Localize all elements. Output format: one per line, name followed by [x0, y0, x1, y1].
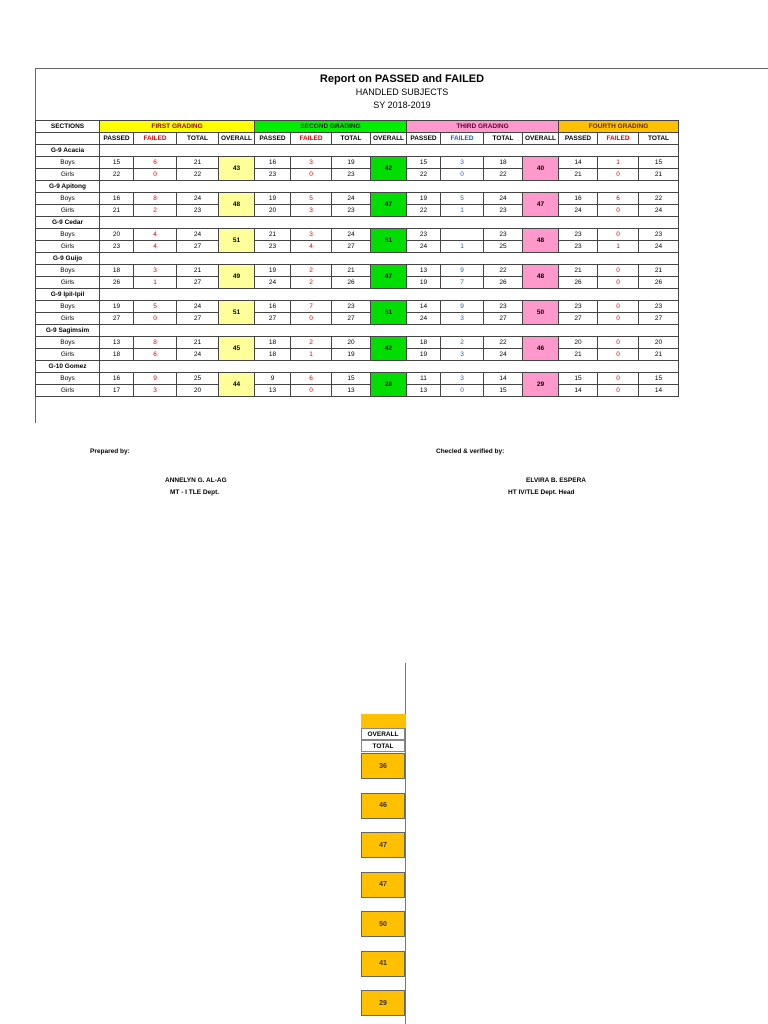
row-label: Girls	[36, 385, 100, 397]
third-grading-header: THIRD GRADING	[407, 121, 559, 133]
total-cell: 21	[177, 265, 219, 277]
total-cell: 15	[639, 373, 679, 385]
passed-cell: 23	[559, 301, 598, 313]
table-row	[36, 337, 679, 349]
section-name: G-10 Gomez	[36, 361, 100, 373]
failed-cell: 0	[291, 169, 332, 181]
overall-total-cell: 44	[219, 373, 255, 397]
second-grading-header: SECOND GRADING	[255, 121, 407, 133]
total-cell: 23	[332, 301, 371, 313]
failed-cell: 2	[291, 337, 332, 349]
overall-total-cell: 43	[219, 157, 255, 181]
failed-cell: 0	[598, 169, 639, 181]
total-cell: 27	[332, 241, 371, 253]
failed-cell: 6	[134, 157, 177, 169]
total-cell: 27	[177, 241, 219, 253]
total-cell: 15	[639, 157, 679, 169]
overall-total-cell: 49	[219, 265, 255, 289]
overall-total-cell: 51	[219, 229, 255, 253]
passed-cell: 9	[255, 373, 291, 385]
failed-cell: 1	[441, 241, 484, 253]
table-row	[36, 193, 679, 205]
total-cell: 26	[332, 277, 371, 289]
table-row	[36, 157, 679, 169]
total-cell: 23	[332, 205, 371, 217]
total-cell: 24	[639, 205, 679, 217]
total-cell: 26	[639, 277, 679, 289]
failed-cell: 4	[134, 229, 177, 241]
passed-cell: 23	[255, 169, 291, 181]
passed-cell: 21	[559, 169, 598, 181]
passed-cell: 16	[255, 157, 291, 169]
failed-cell: 0	[441, 169, 484, 181]
failed-cell: 8	[134, 193, 177, 205]
total-cell: 23	[332, 169, 371, 181]
fourth-grading-header: FOURTH GRADING	[559, 121, 679, 133]
failed-cell: 1	[134, 277, 177, 289]
failed-cell: 1	[441, 205, 484, 217]
failed-cell: 5	[134, 301, 177, 313]
overall-total-cell: 48	[219, 193, 255, 217]
failed-cell: 0	[598, 313, 639, 325]
overall-total-cell: 51	[371, 301, 407, 325]
total-cell: 22	[484, 265, 523, 277]
passed-cell: 22	[100, 169, 134, 181]
passed-cell: 18	[100, 349, 134, 361]
fourth-overall-value: 46	[361, 793, 405, 819]
table-row	[36, 301, 679, 313]
failed-cell: 0	[134, 313, 177, 325]
passed-cell: 27	[559, 313, 598, 325]
row-label: Girls	[36, 277, 100, 289]
passed-header: PASSED	[255, 133, 291, 145]
failed-cell: 9	[441, 265, 484, 277]
overall-total-cell: 48	[523, 265, 559, 289]
passed-cell: 18	[100, 265, 134, 277]
row-label: Boys	[36, 193, 100, 205]
row-label: Girls	[36, 241, 100, 253]
passed-cell: 27	[255, 313, 291, 325]
passed-cell: 23	[559, 229, 598, 241]
total-cell: 24	[332, 229, 371, 241]
row-label: Boys	[36, 157, 100, 169]
passed-cell: 21	[100, 205, 134, 217]
section-name-row	[36, 325, 679, 337]
passed-cell: 19	[407, 277, 441, 289]
passed-cell: 13	[255, 385, 291, 397]
passed-cell: 13	[407, 385, 441, 397]
failed-cell: 0	[441, 385, 484, 397]
total-cell: 21	[639, 349, 679, 361]
failed-cell: 3	[441, 373, 484, 385]
report-school-year: SY 2018-2019	[373, 100, 431, 110]
overall-total-cell: 28	[371, 373, 407, 397]
checked-by-title: HT IV/TLE Dept. Head	[508, 489, 575, 496]
total-cell: 27	[177, 277, 219, 289]
passed-cell: 24	[255, 277, 291, 289]
row-label: Boys	[36, 301, 100, 313]
total-cell: 20	[639, 337, 679, 349]
passed-cell: 18	[255, 337, 291, 349]
total-cell: 21	[332, 265, 371, 277]
passed-cell: 13	[100, 337, 134, 349]
passed-cell: 26	[100, 277, 134, 289]
passed-header: PASSED	[559, 133, 598, 145]
failed-cell: 0	[598, 229, 639, 241]
failed-cell: 3	[134, 265, 177, 277]
failed-cell: 1	[598, 157, 639, 169]
section-name: G-9 Acacia	[36, 145, 100, 157]
total-cell: 24	[484, 349, 523, 361]
table-row	[36, 205, 679, 217]
failed-cell: 9	[134, 373, 177, 385]
failed-cell: 7	[441, 277, 484, 289]
row-label: Boys	[36, 337, 100, 349]
passed-cell: 24	[559, 205, 598, 217]
failed-cell: 6	[598, 193, 639, 205]
total-cell: 15	[484, 385, 523, 397]
failed-cell: 9	[441, 301, 484, 313]
passed-cell: 16	[100, 193, 134, 205]
total-cell: 27	[484, 313, 523, 325]
pass-fail-table	[35, 120, 679, 397]
row-label: Boys	[36, 373, 100, 385]
section-name-row	[36, 145, 679, 157]
row-label: Girls	[36, 205, 100, 217]
fourth-overall-value: 29	[361, 990, 405, 1016]
failed-cell: 1	[291, 349, 332, 361]
table-row	[36, 277, 679, 289]
failed-cell: 2	[441, 337, 484, 349]
overall-total-cell: 51	[219, 301, 255, 325]
passed-cell: 16	[100, 373, 134, 385]
passed-header: PASSED	[407, 133, 441, 145]
header-row-grading	[36, 121, 679, 133]
section-name: G-9 Sagimsim	[36, 325, 100, 337]
failed-header: FAILED	[134, 133, 177, 145]
failed-cell: 7	[291, 301, 332, 313]
total-cell: 22	[484, 337, 523, 349]
failed-cell: 8	[134, 337, 177, 349]
overall-total-cell: 47	[523, 193, 559, 217]
passed-cell: 22	[407, 205, 441, 217]
failed-cell: 3	[441, 349, 484, 361]
row-label: Girls	[36, 349, 100, 361]
failed-cell: 2	[291, 277, 332, 289]
overall-total-cell: 45	[219, 337, 255, 361]
table-row	[36, 373, 679, 385]
total-cell: 20	[177, 385, 219, 397]
passed-cell: 20	[559, 337, 598, 349]
failed-cell: 0	[598, 301, 639, 313]
passed-cell: 19	[100, 301, 134, 313]
total-cell: 27	[332, 313, 371, 325]
table-row	[36, 313, 679, 325]
total-cell: 22	[639, 193, 679, 205]
total-cell: 21	[177, 337, 219, 349]
total-cell: 23	[177, 205, 219, 217]
total-cell: 23	[639, 229, 679, 241]
total-cell: 14	[639, 385, 679, 397]
failed-cell: 0	[598, 385, 639, 397]
fourth-overall-value: 36	[361, 753, 405, 779]
passed-cell: 27	[100, 313, 134, 325]
failed-cell: 6	[134, 349, 177, 361]
failed-cell: 0	[598, 265, 639, 277]
section-name-row	[36, 217, 679, 229]
fourth-overall-value: 47	[361, 832, 405, 858]
passed-cell: 15	[100, 157, 134, 169]
total-cell: 19	[332, 349, 371, 361]
failed-header: FAILED	[441, 133, 484, 145]
checked-by-name: ELVIRA B. ESPERA	[526, 477, 586, 484]
total-cell: 25	[177, 373, 219, 385]
passed-cell: 20	[100, 229, 134, 241]
failed-cell: 3	[291, 205, 332, 217]
table-row	[36, 229, 679, 241]
prepared-by-title: MT - I TLE Dept.	[170, 489, 220, 496]
fourth-overall-total-label: TOTAL	[361, 740, 405, 752]
failed-cell: 3	[134, 385, 177, 397]
failed-cell: 4	[291, 241, 332, 253]
passed-cell: 23	[100, 241, 134, 253]
total-header: TOTAL	[639, 133, 679, 145]
passed-cell: 14	[559, 157, 598, 169]
total-cell: 25	[484, 241, 523, 253]
total-cell: 24	[177, 229, 219, 241]
passed-cell: 16	[255, 301, 291, 313]
section-name: G-9 Guijo	[36, 253, 100, 265]
total-cell: 24	[177, 349, 219, 361]
failed-cell: 2	[134, 205, 177, 217]
total-cell: 15	[332, 373, 371, 385]
passed-cell: 23	[255, 241, 291, 253]
overall-total-cell: 46	[523, 337, 559, 361]
header-row-columns	[36, 133, 679, 145]
section-name-row	[36, 181, 679, 193]
total-cell: 13	[332, 385, 371, 397]
failed-cell: 3	[291, 229, 332, 241]
failed-cell: 0	[598, 205, 639, 217]
failed-cell	[441, 229, 484, 241]
prepared-by-name: ANNELYN G. AL-AG	[165, 477, 227, 484]
total-cell: 20	[332, 337, 371, 349]
passed-cell: 15	[559, 373, 598, 385]
total-cell: 21	[639, 169, 679, 181]
passed-cell: 19	[255, 193, 291, 205]
failed-cell: 6	[291, 373, 332, 385]
passed-cell: 20	[255, 205, 291, 217]
total-cell: 26	[484, 277, 523, 289]
table-row	[36, 169, 679, 181]
row-label: Boys	[36, 229, 100, 241]
total-cell: 27	[177, 313, 219, 325]
failed-cell: 0	[598, 337, 639, 349]
report-title: Report on PASSED and FAILED	[319, 73, 485, 85]
prepared-by-label: Prepared by:	[90, 448, 130, 455]
failed-cell: 4	[134, 241, 177, 253]
section-name: G-9 Ipil-Ipil	[36, 289, 100, 301]
passed-cell: 19	[407, 193, 441, 205]
failed-cell: 3	[291, 157, 332, 169]
failed-cell: 5	[291, 193, 332, 205]
passed-cell: 23	[407, 229, 441, 241]
passed-cell: 26	[559, 277, 598, 289]
passed-cell: 15	[407, 157, 441, 169]
overall-header: OVERALL	[371, 133, 407, 145]
total-cell: 23	[484, 205, 523, 217]
overall-header: OVERALL	[523, 133, 559, 145]
fourth-overall-value: 50	[361, 911, 405, 937]
row-label: Girls	[36, 313, 100, 325]
row-label: Boys	[36, 265, 100, 277]
first-grading-header: FIRST GRADING	[100, 121, 255, 133]
failed-cell: 0	[291, 313, 332, 325]
overall-total-cell: 51	[371, 229, 407, 253]
overall-total-cell: 47	[371, 193, 407, 217]
total-cell: 27	[639, 313, 679, 325]
passed-cell: 22	[407, 169, 441, 181]
failed-cell: 0	[598, 277, 639, 289]
passed-cell: 13	[407, 265, 441, 277]
total-cell: 18	[484, 157, 523, 169]
fourth-overall-value: 47	[361, 872, 405, 898]
failed-cell: 2	[291, 265, 332, 277]
total-cell: 23	[484, 301, 523, 313]
failed-cell: 0	[598, 349, 639, 361]
table-row	[36, 349, 679, 361]
fourth-overall-value: 41	[361, 951, 405, 977]
overall-total-cell: 48	[523, 229, 559, 253]
row-label: Girls	[36, 169, 100, 181]
table-row	[36, 241, 679, 253]
failed-cell: 3	[441, 157, 484, 169]
failed-header: FAILED	[598, 133, 639, 145]
failed-header: FAILED	[291, 133, 332, 145]
passed-cell: 23	[559, 241, 598, 253]
overall-total-cell: 29	[523, 373, 559, 397]
total-cell: 21	[639, 265, 679, 277]
passed-cell: 14	[407, 301, 441, 313]
failed-cell: 1	[598, 241, 639, 253]
passed-header: PASSED	[100, 133, 134, 145]
failed-cell: 0	[291, 385, 332, 397]
total-cell: 24	[177, 301, 219, 313]
total-cell: 21	[177, 157, 219, 169]
failed-cell: 0	[598, 373, 639, 385]
passed-cell: 21	[559, 265, 598, 277]
passed-cell: 18	[255, 349, 291, 361]
overall-header: OVERALL	[219, 133, 255, 145]
overall-total-cell: 42	[371, 157, 407, 181]
passed-cell: 24	[407, 313, 441, 325]
report-title-block	[36, 69, 768, 121]
overall-total-cell: 40	[523, 157, 559, 181]
passed-cell: 14	[559, 385, 598, 397]
failed-cell: 0	[134, 169, 177, 181]
passed-cell: 16	[559, 193, 598, 205]
table-row	[36, 265, 679, 277]
total-header: TOTAL	[177, 133, 219, 145]
passed-cell: 11	[407, 373, 441, 385]
total-cell: 22	[484, 169, 523, 181]
failed-cell: 3	[441, 313, 484, 325]
total-header: TOTAL	[484, 133, 523, 145]
section-name-row	[36, 361, 679, 373]
fourth-overall-label: OVERALL	[361, 728, 405, 740]
passed-cell: 18	[407, 337, 441, 349]
total-cell: 24	[177, 193, 219, 205]
fourth-overall-header-bar	[361, 714, 406, 728]
total-header: TOTAL	[332, 133, 371, 145]
passed-cell: 19	[407, 349, 441, 361]
section-name-row	[36, 289, 679, 301]
sections-header: SECTIONS	[36, 121, 100, 133]
section-name: G-9 Cedar	[36, 217, 100, 229]
overall-total-cell: 42	[371, 337, 407, 361]
passed-cell: 24	[407, 241, 441, 253]
total-cell: 24	[484, 193, 523, 205]
overall-total-cell: 50	[523, 301, 559, 325]
section-name: G-9 Apitong	[36, 181, 100, 193]
overall-total-cell: 47	[371, 265, 407, 289]
total-cell: 23	[484, 229, 523, 241]
failed-cell: 5	[441, 193, 484, 205]
section-name-row	[36, 253, 679, 265]
total-cell: 19	[332, 157, 371, 169]
passed-cell: 21	[255, 229, 291, 241]
passed-cell: 21	[559, 349, 598, 361]
report-subtitle: HANDLED SUBJECTS	[355, 87, 449, 97]
total-cell: 14	[484, 373, 523, 385]
passed-cell: 19	[255, 265, 291, 277]
table-row	[36, 385, 679, 397]
total-cell: 22	[177, 169, 219, 181]
total-cell: 24	[332, 193, 371, 205]
total-cell: 24	[639, 241, 679, 253]
checked-by-label: Checled & verified by:	[436, 448, 505, 455]
total-cell: 23	[639, 301, 679, 313]
passed-cell: 17	[100, 385, 134, 397]
